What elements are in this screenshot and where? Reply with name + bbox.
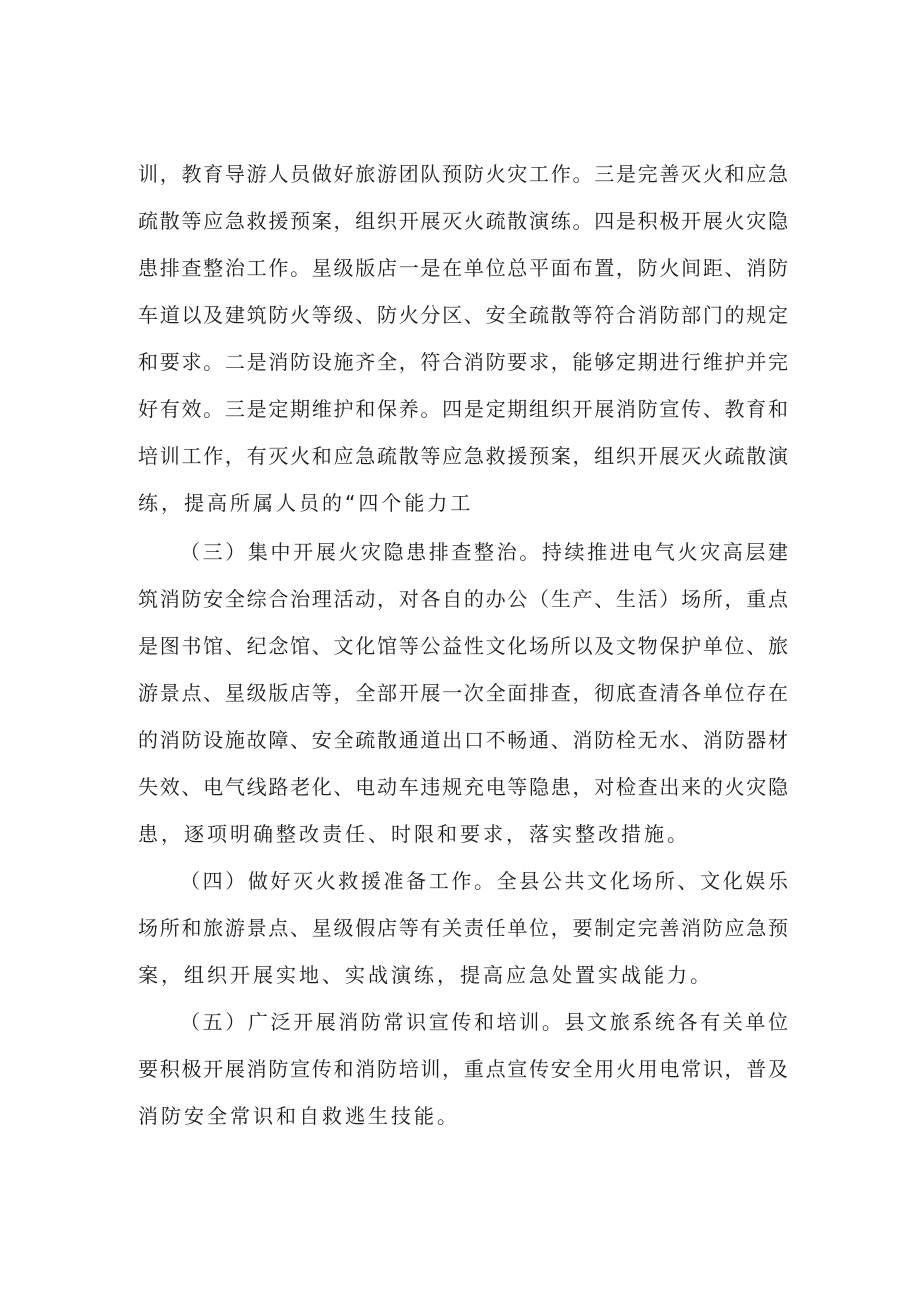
text-line: 要积极开展消防宣传和消防培训，重点宣传安全用火用电常识，普及 xyxy=(138,1057,788,1081)
text-line: 疏散等应急救援预案，组织开展灭火疏散演练。四是积极开展火灾隐 xyxy=(138,209,788,233)
text-line: 和要求。二是消防设施齐全，符合消防要求，能够定期进行维护并完 xyxy=(138,350,788,374)
text-line: 场所和旅游景点、星级假店等有关责任单位，要制定完善消防应急预 xyxy=(138,916,788,940)
text-line: 失效、电气线路老化、电动车违规充电等隐患，对检查出来的火灾隐 xyxy=(138,775,788,799)
text-line: 游景点、星级版店等，全部开展一次全面排查，彻底查清各单位存在 xyxy=(138,681,788,705)
text-line: 练，提高所属人员的“四个能力工 xyxy=(138,491,474,515)
text-line: 训，教育导游人员做好旅游团队预防火灾工作。三是完善灭火和应急 xyxy=(138,162,788,186)
paragraph-heading-line: （三）集中开展火灾隐患排查整治。持续推进电气火灾高层建 xyxy=(180,540,788,564)
text-line: 患排查整治工作。星级版店一是在单位总平面布置，防火间距、消防 xyxy=(138,256,788,280)
text-line: 的消防设施故障、安全疏散通道出口不畅通、消防栓无水、消防器材 xyxy=(138,728,788,752)
text-line: 好有效。三是定期维护和保养。四是定期组织开展消防宣传、教育和 xyxy=(138,397,788,421)
text-line: 是图书馆、纪念馆、文化馆等公益性文化场所以及文物保护单位、旅 xyxy=(138,634,788,658)
paragraph-heading-line: （四）做好灭火救援准备工作。全县公共文化场所、文化娱乐 xyxy=(180,869,788,893)
text-line: 车道以及建筑防火等级、防火分区、安全疏散等符合消防部门的规定 xyxy=(138,303,788,327)
text-line: 案，组织开展实地、实战演练，提高应急处置实战能力。 xyxy=(138,963,713,987)
text-line: 培训工作，有灭火和应急疏散等应急救援预案，组织开展灭火疏散演 xyxy=(138,444,788,468)
text-line: 消防安全常识和自救逃生技能。 xyxy=(138,1104,460,1128)
paragraph-heading-line: （五）广泛开展消防常识宣传和培训。县文旅系统各有关单位 xyxy=(180,1010,788,1034)
text-line: 筑消防安全综合治理活动，对各自的办公（生产、生活）场所，重点 xyxy=(138,587,788,611)
text-line: 患，逐项明确整改责任、时限和要求，落实整改措施。 xyxy=(138,822,690,846)
